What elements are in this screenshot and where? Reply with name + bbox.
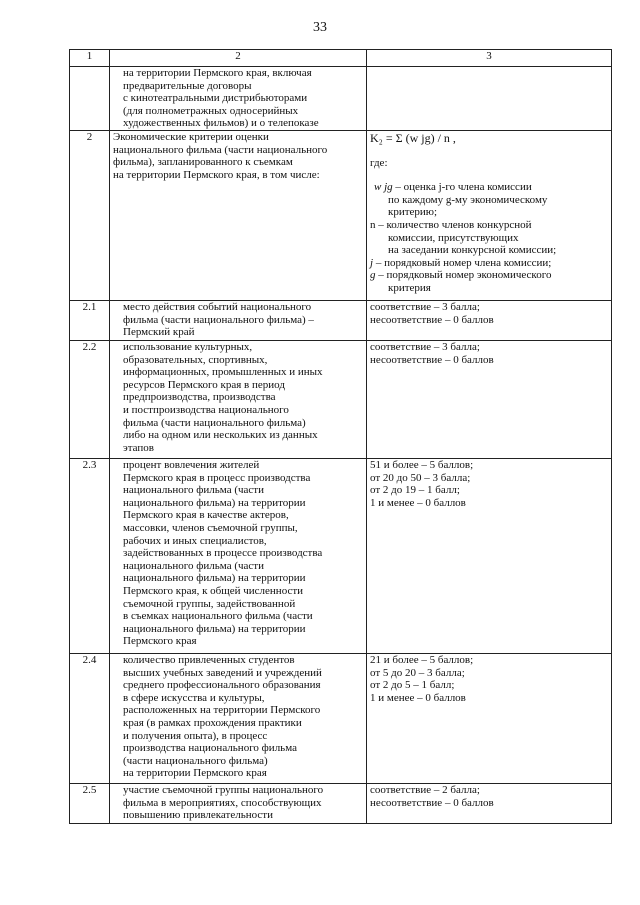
row-number: 2.1	[70, 300, 110, 340]
criterion-line: Пермского края в качестве актеров,	[123, 509, 289, 522]
criterion-line: использование культурных,	[123, 340, 253, 353]
header-col-1: 1	[70, 50, 110, 67]
definition-symbol: n	[370, 218, 376, 231]
criterion-line: с кинотеатральными дистрибьюторами	[123, 92, 308, 105]
row-number	[70, 67, 110, 131]
header-col-3: 3	[367, 50, 612, 67]
criterion-line: фильма в мероприятиях, способствующих	[123, 796, 322, 809]
criterion-line: процент вовлечения жителей	[123, 458, 260, 471]
criterion-line: повышению привлекательности	[123, 809, 273, 822]
score-line: несоответствие – 0 баллов	[370, 796, 494, 809]
criterion-cell	[110, 130, 367, 300]
score-line: от 2 до 5 – 1 балл;	[370, 679, 455, 692]
where-label: где:	[370, 156, 388, 169]
criterion-line: на территории Пермского края	[123, 767, 267, 780]
score-line: несоответствие – 0 баллов	[370, 353, 494, 366]
table-row	[70, 458, 612, 653]
criterion-line: количество привлеченных студентов	[123, 653, 295, 666]
criterion-line: предпроизводства, производства	[123, 391, 276, 404]
criterion-line: и получения опыта), в процесс	[123, 729, 268, 742]
definition-text: – порядковый номер члена комиссии;	[373, 256, 552, 269]
table-row	[70, 340, 612, 458]
criterion-cell	[110, 653, 367, 783]
table-row	[70, 783, 612, 823]
criterion-line: образовательных, спортивных,	[123, 353, 268, 366]
criterion-line: либо на одном или нескольких из данных	[123, 429, 318, 442]
criterion-line: участие съемочной группы национального	[123, 783, 324, 796]
criterion-line: Пермский край	[123, 326, 195, 339]
row-number: 2.4	[70, 653, 110, 783]
criterion-line: и постпроизводства национального	[123, 403, 289, 416]
score-line: соответствие – 2 балла;	[370, 783, 480, 796]
criteria-table	[69, 49, 612, 824]
score-line: от 2 до 19 – 1 балл;	[370, 484, 460, 497]
criterion-line: предварительные договоры	[123, 79, 252, 92]
criterion-line: национального фильма (части национального	[113, 143, 328, 156]
criterion-line: задействованных в процессе производства	[123, 547, 323, 560]
criterion-line: Пермского края, к общей численности	[123, 584, 304, 597]
criterion-line: фильма (части национального фильма) –	[123, 313, 314, 326]
row-number: 2.2	[70, 340, 110, 458]
score-cell	[367, 340, 612, 458]
criterion-line: производства национального фильма	[123, 742, 297, 755]
score-line: 1 и менее – 0 баллов	[370, 691, 466, 704]
header-col-2: 2	[110, 50, 367, 67]
score-line: от 20 до 50 – 3 балла;	[370, 471, 471, 484]
criterion-cell	[110, 340, 367, 458]
score-cell	[367, 67, 612, 131]
criterion-line: фильма), запланированного к съемкам	[113, 156, 293, 169]
criterion-line: информационных, промышленных и иных	[123, 366, 323, 379]
score-cell	[367, 458, 612, 653]
criterion-line: в сфере искусства и культуры,	[123, 691, 265, 704]
criterion-line: фильма (части национального фильма)	[123, 416, 306, 429]
criterion-line: этапов	[123, 441, 154, 454]
criterion-cell	[110, 300, 367, 340]
definition-line: критерия	[388, 281, 431, 294]
definition-text: – оценка j-го члена комиссии	[392, 181, 532, 194]
table-row	[70, 130, 612, 300]
definition-text: – количество членов конкурсной	[375, 218, 532, 231]
criterion-line: национального фильма) на территории	[123, 622, 306, 635]
score-line: 1 и менее – 0 баллов	[370, 496, 466, 509]
definition	[370, 181, 608, 194]
criterion-line: края (в рамках прохождения практики	[123, 716, 302, 729]
score-line: 51 и более – 5 баллов;	[370, 458, 474, 471]
criterion-line: Пермского края в процесс производства	[123, 471, 311, 484]
criterion-line: национального фильма (части	[123, 484, 264, 497]
criterion-line: массовки, членов съемочной группы,	[123, 521, 298, 534]
criterion-line: в съемках национального фильма (части	[123, 610, 313, 623]
score-line: несоответствие – 0 баллов	[370, 313, 494, 326]
row-number: 2	[70, 130, 110, 300]
row-number: 2.5	[70, 783, 110, 823]
definition-line: комиссии, присутствующих	[388, 231, 519, 244]
criterion-line: ресурсов Пермского края в период	[123, 378, 285, 391]
criterion-line: национального фильма (части	[123, 559, 264, 572]
criterion-line: национального фильма) на территории	[123, 572, 306, 585]
criterion-line: на территории Пермского края, в том числе:	[113, 168, 320, 181]
criterion-line: (для полнометражных односерийных	[123, 104, 299, 117]
table-row	[70, 653, 612, 783]
criterion-cell	[110, 458, 367, 653]
score-cell	[367, 783, 612, 823]
score-line: от 5 до 20 – 3 балла;	[370, 666, 465, 679]
score-line: 21 и более – 5 баллов;	[370, 653, 474, 666]
table-header-row	[70, 50, 612, 67]
definition-line: на заседании конкурсной комиссии;	[388, 244, 557, 257]
definition-text: – порядковый номер экономического	[375, 269, 552, 282]
table-row	[70, 67, 612, 131]
criterion-line: на территории Пермского края, включая	[123, 67, 312, 79]
definition	[370, 219, 608, 232]
criterion-cell	[110, 67, 367, 131]
definition-line: критерию;	[388, 206, 438, 219]
row-number: 2.3	[70, 458, 110, 653]
criterion-line: Экономические критерии оценки	[113, 130, 269, 143]
criterion-line: рабочих и иных специалистов,	[123, 534, 267, 547]
criterion-line: среднего профессионального образования	[123, 679, 321, 692]
definition-symbol: w jg	[374, 181, 393, 194]
criterion-line: расположенных на территории Пермского	[123, 704, 321, 717]
criterion-line: съемочной группы, задействованной	[123, 597, 296, 610]
definition-symbol: g	[370, 269, 376, 282]
score-cell	[367, 300, 612, 340]
score-line: соответствие – 3 балла;	[370, 340, 480, 353]
table-row	[70, 300, 612, 340]
definition	[370, 257, 608, 270]
score-cell	[367, 653, 612, 783]
formula-text: K₂ = Σ (w jg) / n ,	[370, 130, 456, 145]
criterion-line: высших учебных заведений и учреждений	[123, 666, 322, 679]
criterion-line: место действия событий национального	[123, 300, 312, 313]
criterion-line: национального фильма) на территории	[123, 496, 306, 509]
definition-line: по каждому g-му экономическому	[388, 193, 548, 206]
criterion-cell	[110, 783, 367, 823]
criterion-line: художественных фильмов) и о телепоказе	[123, 117, 319, 130]
score-line: соответствие – 3 балла;	[370, 300, 480, 313]
page-number: 33	[313, 20, 327, 35]
definition	[370, 269, 608, 282]
definition-symbol: j	[370, 256, 374, 269]
criterion-line: Пермского края	[123, 635, 197, 648]
criterion-line: (части национального фильма)	[123, 754, 268, 767]
formula-cell	[367, 130, 612, 300]
